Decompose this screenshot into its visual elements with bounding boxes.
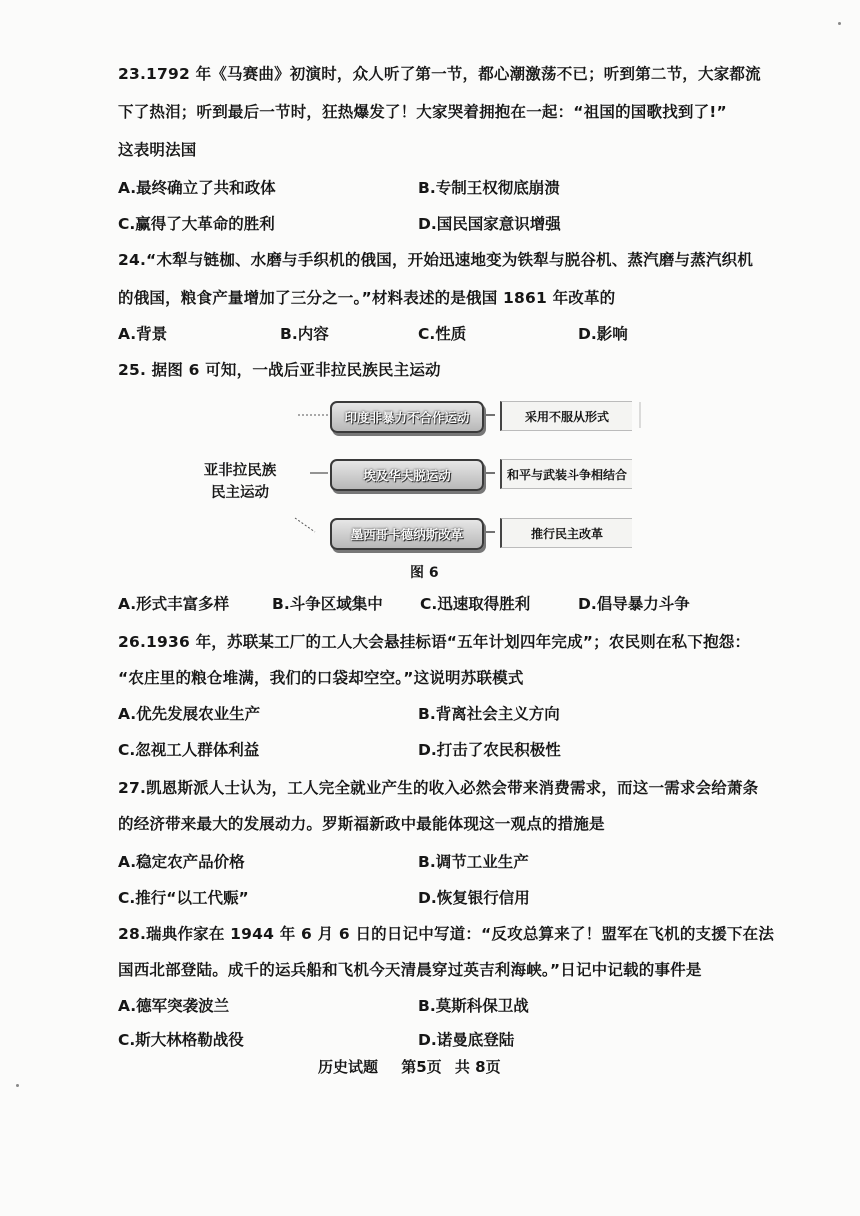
- q23-stem-line2: 下了热泪；听到最后一节时，狂热爆发了！大家哭着拥抱在一起：“祖国的国歌找到了!”: [118, 103, 727, 121]
- q26-stem-line2: “农庄里的粮仓堆满，我们的口袋却空空。”这说明苏联模式: [118, 669, 524, 687]
- q27-option-b: B.调节工业生产: [418, 853, 529, 871]
- q24-option-b: B.内容: [280, 325, 329, 343]
- q25-option-c: C.迅速取得胜利: [420, 595, 531, 613]
- q25-option-b: B.斗争区域集中: [272, 595, 383, 613]
- q27-option-d: D.恢复银行信用: [418, 889, 530, 907]
- q27-option-c: C.推行“以工代赈”: [118, 889, 249, 907]
- q24-option-c: C.性质: [418, 325, 467, 343]
- center-label-line1: 亚非拉民族: [203, 463, 277, 479]
- q23-stem-line3: 这表明法国: [118, 141, 197, 159]
- q26-option-a: A.优先发展农业生产: [118, 705, 261, 723]
- q27-stem-line2: 的经济带来最大的发展动力。罗斯福新政中最能体现这一观点的措施是: [118, 815, 605, 833]
- q27-option-a: A.稳定农产品价格: [118, 853, 245, 871]
- q26-option-c: C.忽视工人群体利益: [118, 741, 260, 759]
- q25-stem-line1: 25. 据图 6 可知，一战后亚非拉民族民主运动: [118, 361, 441, 379]
- connector-bottom-dash: [295, 518, 315, 532]
- footer-page: 第5页: [401, 1058, 442, 1076]
- q28-option-a: A.德军突袭波兰: [118, 997, 230, 1015]
- q24-option-d: D.影响: [578, 325, 628, 343]
- q23-option-b: B.专制王权彻底崩溃: [418, 179, 560, 197]
- movement-egypt: 埃及华夫脱运动: [330, 459, 484, 491]
- scan-speck: [838, 22, 841, 25]
- footer-total: 共 8页: [454, 1058, 501, 1076]
- q26-option-b: B.背离社会主义方向: [418, 705, 560, 723]
- q28-stem-line1: 28.瑞典作家在 1944 年 6 月 6 日的日记中写道：“反攻总算来了！盟军在飞机的支援下在法: [118, 925, 775, 943]
- diagram-center-label: [190, 460, 290, 504]
- figure-caption: 图 6: [410, 565, 439, 581]
- q24-stem-line2: 的俄国，粮食产量增加了三分之一。”材料表述的是俄国 1861 年改革的: [118, 289, 616, 307]
- figure-6-diagram: [190, 390, 650, 560]
- feature-mexico: 推行民主改革: [500, 518, 632, 548]
- scan-speck: [16, 1084, 19, 1087]
- q23-option-a: A.最终确立了共和政体: [118, 179, 276, 197]
- q25-option-d: D.倡导暴力斗争: [578, 595, 690, 613]
- feature-egypt: 和平与武装斗争相结合: [500, 459, 632, 489]
- q28-option-c: C.斯大林格勒战役: [118, 1031, 244, 1049]
- footer-subject: 历史试题: [318, 1058, 379, 1076]
- q28-option-d: D.诺曼底登陆: [418, 1031, 515, 1049]
- q27-stem-line1: 27.凯恩斯派人士认为，工人完全就业产生的收入必然会带来消费需求，而这一需求会给萧条: [118, 779, 759, 797]
- q28-stem-line2: 国西北部登陆。成千的运兵船和飞机今天清晨穿过英吉利海峡。”日记中记载的事件是: [118, 961, 702, 979]
- page-footer: [318, 1056, 519, 1077]
- feature-india: 采用不服从形式: [500, 401, 632, 431]
- q23-stem-line1: 23.1792 年《马赛曲》初演时，众人听了第一节，都心潮激荡不已；听到第二节，大家都流: [118, 65, 761, 83]
- q23-option-d: D.国民国家意识增强: [418, 215, 561, 233]
- q26-option-d: D.打击了农民积极性: [418, 741, 561, 759]
- q25-option-a: A.形式丰富多样: [118, 595, 230, 613]
- movement-india: 印度非暴力不合作运动: [330, 401, 484, 433]
- q23-option-c: C.赢得了大革命的胜利: [118, 215, 275, 233]
- q28-option-b: B.莫斯科保卫战: [418, 997, 529, 1015]
- q26-stem-line1: 26.1936 年，苏联某工厂的工人大会悬挂标语“五年计划四年完成”；农民则在私下抱怨：: [118, 633, 751, 651]
- q24-stem-line1: 24.“木犁与链枷、水磨与手织机的俄国，开始迅速地变为铁犁与脱谷机、蒸汽磨与蒸汽织机: [118, 251, 754, 269]
- center-label-line2: 民主运动: [211, 485, 269, 501]
- q24-option-a: A.背景: [118, 325, 168, 343]
- movement-mexico: 墨西哥卡德纳斯改革: [330, 518, 484, 550]
